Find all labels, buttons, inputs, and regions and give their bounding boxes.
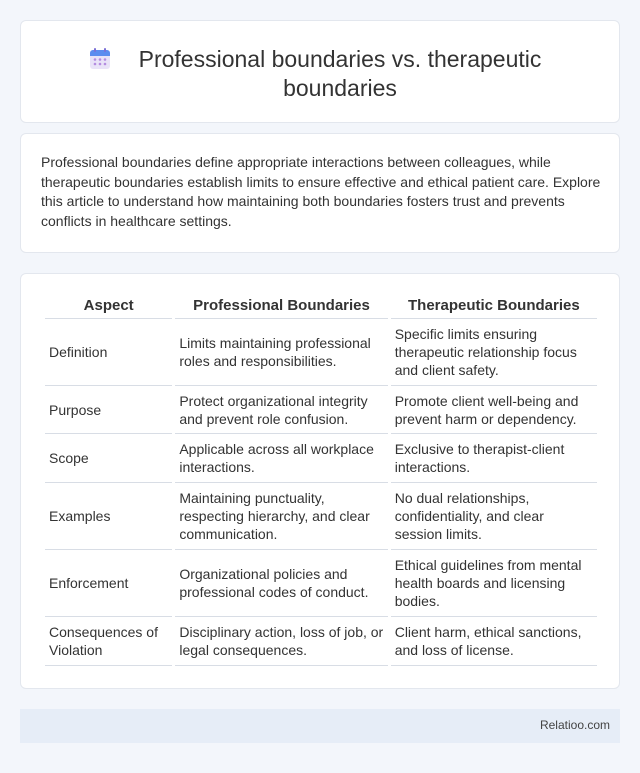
- page-title: Professional boundaries vs. therapeutic boundaries: [138, 46, 542, 101]
- column-header-professional: Professional Boundaries: [175, 296, 387, 319]
- column-header-aspect: Aspect: [45, 296, 172, 319]
- table-header-row: [45, 296, 597, 319]
- table-row: [45, 617, 597, 666]
- table-cell-professional: Applicable across all workplace interactions.: [175, 434, 387, 483]
- table-row: [45, 319, 597, 386]
- table-cell-therapeutic: Ethical guidelines from mental health boards and licensing bodies.: [391, 550, 597, 617]
- table-row: [45, 550, 597, 617]
- footer: [20, 709, 620, 743]
- table-cell-therapeutic: No dual relationships, confidentiality, and clear session limits.: [391, 483, 597, 550]
- table-cell-professional: Disciplinary action, loss of job, or legal consequences.: [175, 617, 387, 666]
- intro-card: [20, 133, 620, 253]
- table-cell-therapeutic: Exclusive to therapist-client interactions.: [391, 434, 597, 483]
- table-row: [45, 483, 597, 550]
- table-cell-therapeutic: Client harm, ethical sanctions, and loss of license.: [391, 617, 597, 666]
- table-cell-aspect: Definition: [45, 319, 172, 386]
- title-card: [20, 20, 620, 123]
- table-cell-professional: Maintaining punctuality, respecting hierarchy, and clear communication.: [175, 483, 387, 550]
- table-cell-aspect: Consequences of Violation: [45, 617, 172, 666]
- table-cell-therapeutic: Promote client well-being and prevent harm or dependency.: [391, 386, 597, 434]
- table-cell-professional: Protect organizational integrity and prevent role confusion.: [175, 386, 387, 434]
- table-row: [45, 434, 597, 483]
- intro-paragraph: Professional boundaries define appropriate interactions between colleagues, while therapeutic boundaries establish limits to ensure effective and ethical patient care. Explore this article to understand how maintaining both boundaries fosters trust and prevents conflicts in healthcare settings.: [41, 154, 601, 229]
- table-cell-aspect: Purpose: [45, 386, 172, 434]
- footer-brand-link[interactable]: Relatioo.com: [539, 718, 610, 732]
- table-cell-therapeutic: Specific limits ensuring therapeutic relationship focus and client safety.: [391, 319, 597, 386]
- table-cell-aspect: Enforcement: [45, 550, 172, 617]
- comparison-card: [20, 273, 620, 689]
- table-cell-aspect: Scope: [45, 434, 172, 483]
- table-row: [45, 386, 597, 434]
- table-cell-professional: Limits maintaining professional roles and responsibilities.: [175, 319, 387, 386]
- table-cell-aspect: Examples: [45, 483, 172, 550]
- table-cell-professional: Organizational policies and professional codes of conduct.: [175, 550, 387, 617]
- comparison-table: [42, 296, 600, 666]
- column-header-therapeutic: Therapeutic Boundaries: [391, 296, 597, 319]
